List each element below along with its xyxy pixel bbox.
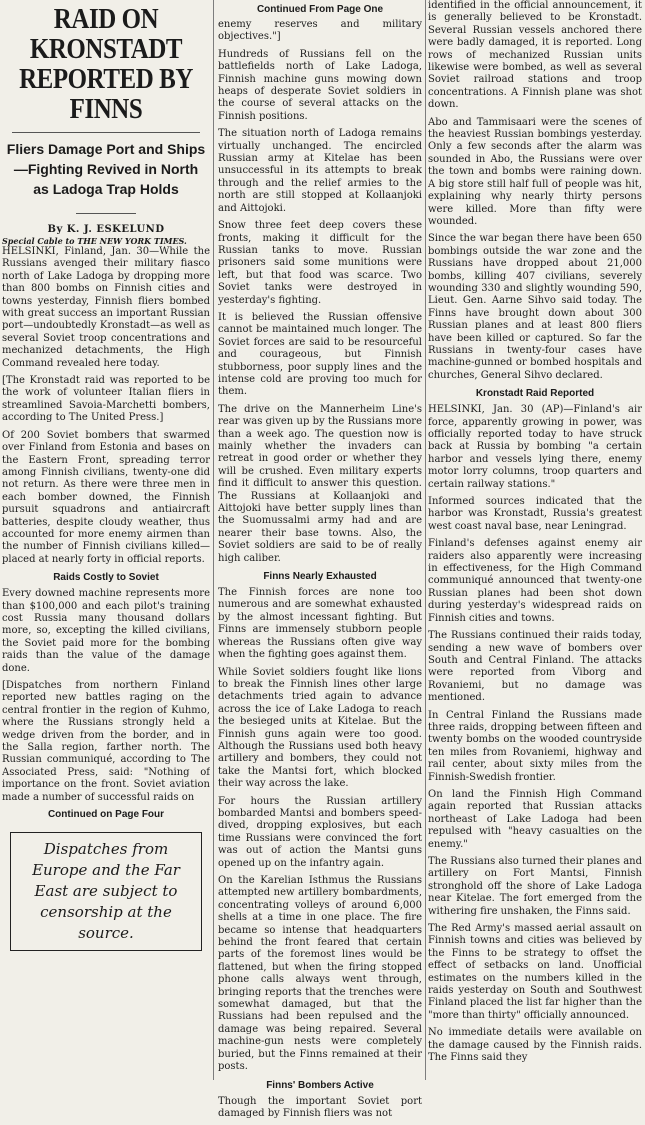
paragraph: While Soviet soldiers fought like lions to break the Finnish lines other large detachments tried again to advance across the ice of Lake Ladoga to reach the besieged units at Kitelae. But the Finnish guns again were too good. Although the Russians used both heavy artillery and bombers, they could not take the Mantsi fort, which blocked their way across the lake. xyxy=(218,666,422,790)
paragraph: The Finnish forces are none too numerous and are somewhat exhausted by the almost incessant fighting. But Finns are immensely stubborn people whereas the Russians often give way when the fighting goes against them. xyxy=(218,587,422,661)
paragraph: For hours the Russian artillery bombarded Mantsi and bombers speed-dived, dropping explosives, but each time Russians were convinced the fort was out of action the Mantsi guns opened up on the infantry again. xyxy=(218,795,422,869)
paragraph: enemy reserves and military objectives."] xyxy=(218,19,422,43)
paragraph: The drive on the Mannerheim Line's rear was given up by the Russians more than a week ago. The question now is mainly whether the invaders can retreat in good order or whether they will be crushed. Even military experts find it difficult to answer this question. The Russians at Kollaanjoki and Aittojoki have better supply lines than the Suomussalmi army had and are nearer their base towns. Also, the Soviet soldiers are said to be of really high caliber. xyxy=(218,403,422,564)
subhead: Finns Nearly Exhausted xyxy=(263,571,377,583)
paragraph: In Central Finland the Russians made three raids, dropping between fifteen and twenty bombs on the wooded countryside ten miles from Rovaniemi, highway and rail center, about sixty miles from the Finnish-Swedish frontier. xyxy=(428,709,642,783)
paragraph: [Dispatches from northern Finland reported new battles raging on the central frontier in the region of Kuhmo, where the Russians strongly held a wedge driven from the border, and in the Salla region, farther north. The Russian communiqué, according to The Associated Press, said: "Nothing of importance on the front. Soviet aviation made a number of successful raids on xyxy=(2,680,210,803)
paragraph: identified in the official announcement, it is generally believed to be Kronstadt. Several Russian vessels anchored there were badly damaged, it is reported. Long rows of mechanized Russian units likewise were bombed, as well as several Soviet railroad stations and troop concentrations. A Finnish plane was shot down. xyxy=(428,0,642,111)
paragraph: Snow three feet deep covers these fronts, making it difficult for the Russian tanks to move. Russian prisoners said some munitions were left, but that food was scarce. Two Soviet tanks were destroyed in yesterday's fighting. xyxy=(218,220,422,306)
deck: Fliers Damage Port and Ships —Fighting Revived in North as Ladoga Trap Holds xyxy=(6,141,206,197)
paragraph: Finland's defenses against enemy air raiders also apparently were increasing in effectiveness, for the High Command communiqué announced that twenty-one Russian planes had been shot down during yesterday's widespread raids on Finnish cities and towns. xyxy=(428,538,642,624)
paragraph: Hundreds of Russians fell on the battlefields north of Lake Ladoga, Finnish machine guns mowing down heaps of desperate Soviet soldiers in the course of several attacks on the Finnish positions. xyxy=(218,48,422,122)
paragraph: Of 200 Soviet bombers that swarmed over Finland from Estonia and bases on the Eastern Front, spreading terror among Finnish civilians, twenty-one did not return. As there were three men in each bomber downed, the Finnish pursuit squadrons and antiaircraft batteries, despite cloudy weather, thus accounted for more enemy airmen than the number of Finnish civilians killed—placed at nearly forty in official reports. xyxy=(2,429,210,565)
paragraph: HELSINKI, Jan. 30 (AP)—Finland's air force, apparently growing in power, was officially reported today to have struck back at Russia by bombing "a certain harbor and vessels lying there, enemy motor lorry columns, troop quarters and certain railway stations." xyxy=(428,404,642,490)
paragraph: The Russians also turned their planes and artillery on Fort Mantsi, Finnish stronghold off the shore of Lake Ladoga near Kitelae. The fort emerged from the withering fire unshaken, the Finns said. xyxy=(428,856,642,917)
subhead: Raids Costly to Soviet xyxy=(53,572,159,584)
paragraph: It is believed the Russian offensive cannot be maintained much longer. The Soviet forces are said to be resourceful and courageous, but Finnish stubborness, poor supply lines and the intense cold are proving too much for them. xyxy=(218,311,422,398)
paragraph: The Russians continued their raids today, sending a new wave of bombers over South and Central Finland. The attacks were reported from Viborg and Rovaniemi, but no damage was mentioned. xyxy=(428,630,642,704)
paragraph: No immediate details were available on the damage caused by the Finnish raids. The Finns said they xyxy=(428,1027,642,1064)
paragraph: Abo and Tammisaari were the scenes of the heaviest Russian bombings yesterday. Only a few seconds after the alarm was sounded in Abo, the Russians were over the town and bombs were raining down. A big store still half full of people was hit, explaining why nearly thirty persons were killed. More than fifty were wounded. xyxy=(428,116,642,227)
paragraph: Informed sources indicated that the harbor was Kronstadt, Russia's greatest west coast naval base, near Leningrad. xyxy=(428,496,642,532)
headline: RAID ON KRONSTADT REPORTED BY FINNS xyxy=(19,3,193,125)
credit-line: Special Cable to THE NEW YORK TIMES. xyxy=(2,236,187,246)
continued-line: Continued on Page Four xyxy=(47,809,165,821)
paragraph: Though the important Soviet port damaged by Finnish fliers was not xyxy=(218,1095,422,1119)
paragraph: HELSINKI, Finland, Jan. 30—While the Russians avenged their military fiasco north of Lake Ladoga by dropping more than 800 bombs on Finnish cities and towns yesterday, Finnish fliers bombed with great success an important Russian port—undoubtedly Kronstadt—as well as several Soviet troop concentrations and mechanized detachments, the High Command revealed here today. xyxy=(2,246,210,369)
paragraph: On the Karelian Isthmus the Russians attempted new artillery bombardments, concentrating volleys of around 6,000 shells at a time in one place. The fire became so intense that headquarters behind the front feared that certain parts of the foremost lines would be flattened, but when the firing stopped phone calls always went through, bringing reports that the trenches were somewhat damaged, but that the Russians had been repulsed and the damage was being repaired. Several machine-gun nests were completely buried, but the Finns remained at their posts. xyxy=(218,875,422,1073)
subhead: Finns' Bombers Active xyxy=(266,1079,374,1091)
continued-line: Continued From Page One xyxy=(256,4,384,15)
byline: By K. J. ESKELUND xyxy=(47,224,165,235)
column-2 xyxy=(218,0,422,1125)
paragraph: On land the Finnish High Command again reported that Russian attacks northeast of Lake Ladoga had been repulsed with "heavy casualties on the enemy." xyxy=(428,788,642,850)
column-rule xyxy=(425,0,426,1080)
column-rule xyxy=(213,0,214,1080)
subhead: Kronstadt Raid Reported xyxy=(475,388,595,400)
column-1 xyxy=(2,0,210,951)
censorship-notice: Dispatches from Europe and the Far East are subject to censorship at the source. xyxy=(10,832,202,951)
column-3 xyxy=(428,0,642,1070)
paragraph: Every downed machine represents more than $100,000 and each pilot's training cost Russia many thousand dollars more, so, excepting the killed civilians, the Soviet paid more for the bombing raids than the value of the damage done. xyxy=(2,588,210,674)
paragraph: The Red Army's massed aerial assault on Finnish towns and cities was believed by the Finns to be strategy to offset the effect of setbacks on land. Unofficial estimates on the numbers killed in the raids yesterday on South and Southwest Finland placed the list far higher than the "more than thirty" officially announced. xyxy=(428,923,642,1021)
divider xyxy=(12,132,200,133)
paragraph: Since the war began there have been 650 bombings outside the war zone and the Russians have dropped about 21,000 bombs, killing 407 civilians, severely wounding 330 and slightly wounding 590, Lieut. Gen. Aarne Sihvo said today. The Finns have brought down about 300 Russian planes and at least 800 fliers have been killed or captured. So far the Russians in twenty-four cases have machine-gunned or bombed hospitals and churches, General Sihvo declared. xyxy=(428,233,642,381)
paragraph: [The Kronstadt raid was reported to be the work of volunteer Italian fliers in streamlined Savoia-Marchetti bombers, according to The United Press.] xyxy=(2,375,210,424)
divider xyxy=(76,213,136,214)
paragraph: The situation north of Ladoga remains virtually unchanged. The encircled Russian army at Kitelae has been unsuccessful in its attempts to break through and the relief armies to the north are still stopped at Kollaanjoki and Aittojoki. xyxy=(218,128,422,214)
